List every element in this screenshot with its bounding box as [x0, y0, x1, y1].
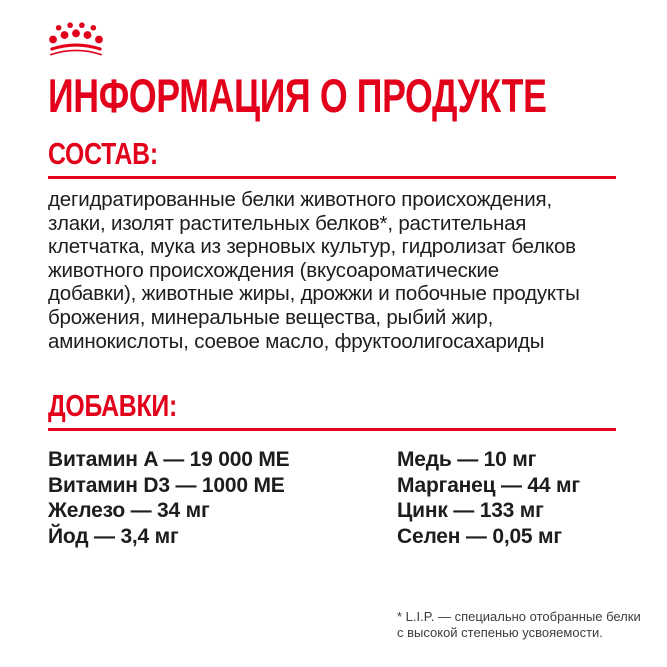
- additives-left-column: [48, 447, 289, 549]
- composition-line: дегидратированные белки животного происхождения,: [48, 188, 552, 211]
- additive-item: Марганец — 44 мг: [397, 473, 580, 497]
- page-title-text: ИНФОРМАЦИЯ О ПРОДУКТЕ: [48, 69, 547, 122]
- composition-text: [48, 188, 580, 353]
- additive-item: Цинк — 133 мг: [397, 499, 544, 523]
- additive-item: Железо — 34 мг: [48, 499, 210, 523]
- additive-item: Селен — 0,05 мг: [397, 524, 562, 548]
- additive-item: Витамин D3 — 1000 МЕ: [48, 473, 285, 497]
- composition-line: аминокислоты, соевое масло, фруктоолигосахариды: [48, 329, 545, 353]
- composition-heading: СОСТАВ:: [48, 136, 158, 171]
- composition-divider: [48, 176, 616, 179]
- additive-item: Витамин A — 19 000 МЕ: [48, 448, 290, 471]
- additive-item: Медь — 10 мг: [397, 448, 537, 471]
- composition-line: клетчатка, мука из зерновых культур, гидролизат белков: [48, 235, 576, 259]
- additives-heading: ДОБАВКИ:: [48, 388, 177, 423]
- additive-item: Йод — 3,4 мг: [48, 524, 179, 548]
- lip-footnote: [397, 609, 641, 640]
- composition-line: животного происхождения (вкусоароматические: [48, 258, 499, 282]
- composition-line: злаки, изолят растительных белков*, растительная: [48, 211, 527, 235]
- footnote-line: с высокой степенью усвояемости.: [397, 624, 603, 640]
- royal-canin-crown-icon: [48, 22, 104, 58]
- page-title: [48, 68, 667, 123]
- composition-line: добавки), животные жиры, дрожжи и побочные продукты: [48, 282, 580, 306]
- additives-divider: [48, 428, 616, 431]
- composition-line: брожения, минеральные вещества, рыбий жир,: [48, 305, 494, 329]
- additives-right-column: [397, 447, 580, 549]
- footnote-line: * L.I.P. — специально отобранные белки: [397, 609, 641, 624]
